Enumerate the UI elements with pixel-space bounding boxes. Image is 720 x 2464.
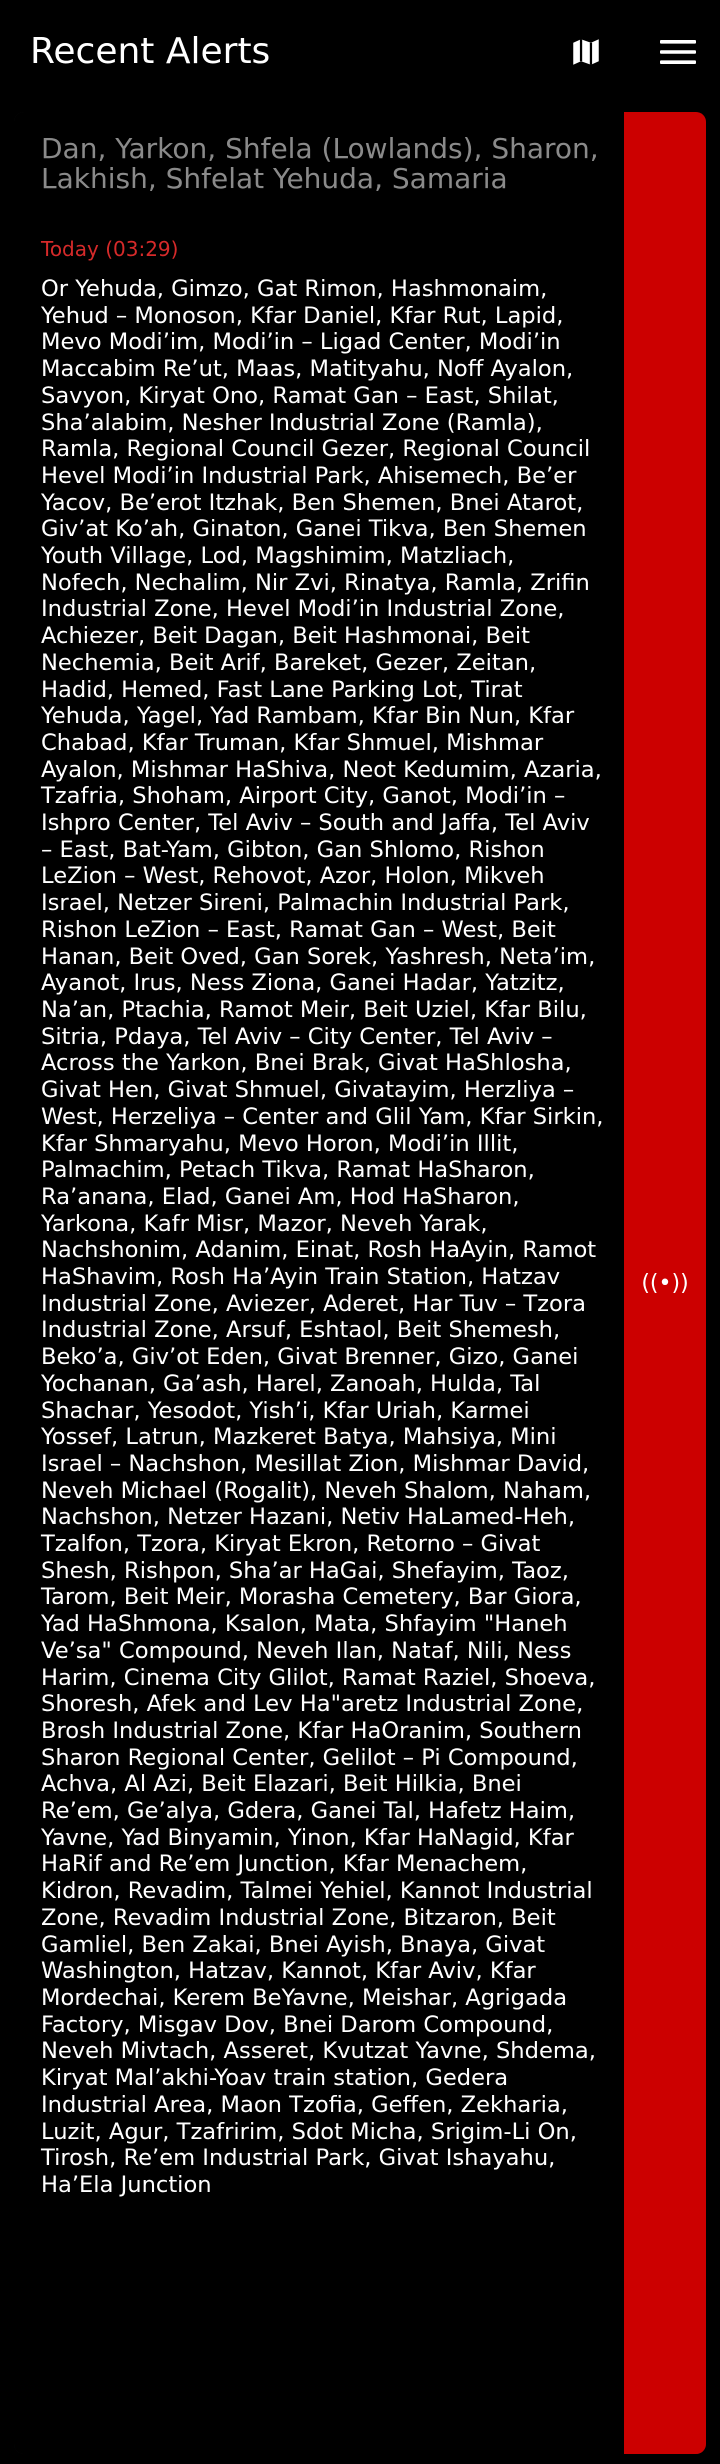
alert-card-body: [14, 112, 624, 2454]
hamburger-menu-icon: [660, 37, 696, 67]
map-button[interactable]: [564, 30, 608, 74]
alert-cities: Or Yehuda, Gimzo, Gat Rimon, Hashmonaim, Yehud – Monoson, Kfar Daniel, Kfar Rut, Lapid, Mevo Modi’im, Modi’in – Ligad Center, Modi’in Maccabim Re’ut, Maas, Matityahu, Noff Ayalon, Savyon, Kiryat Ono, Ramat Gan – East, Shilat, Sha’alabim, Nesher Industrial Zone (Ramla), Ramla, Regional Council Gezer, Regional Council Hevel Modi’in Industrial Park, Ahisemech, Be’er Yacov, Be’erot Itzhak, Ben Shemen, Bnei Atarot, Giv’at Ko’ah, Ginaton, Ganei Tikva, Ben Shemen Youth Village, Lod, Magshimim, Matzliach, Nofech, Nechalim, Nir Zvi, Rinatya, Ramla, Zrifin Industrial Zone, Hevel Modi’in Industrial Zone, Achiezer, Beit Dagan, Beit Hashmonai, Beit Nechemia, Beit Arif, Bareket, Gezer, Zeitan, Hadid, Hemed, Fast Lane Parking Lot, Tirat Yehuda, Yagel, Yad Rambam, Kfar Bin Nun, Kfar Chabad, Kfar Truman, Kfar Shmuel, Mishmar Ayalon, Mishmar HaShiva, Neot Kedumim, Azaria, Tzafria, Shoham, Airport City, Ganot, Modi’in – Ishpro Center, Tel Aviv – South and Jaffa, Tel Aviv – East, Bat-Yam, Gibton, Gan Shlomo, Rishon LeZion – West, Rehovot, Azor, Holon, Mikveh Israel, Netzer Sireni, Palmachin Industrial Park, Rishon LeZion – East, Ramat Gan – West, Beit Hanan, Beit Oved, Gan Sorek, Yashresh, Neta’im, Ayanot, Irus, Ness Ziona, Ganei Hadar, Yatzitz, Na’an, Ptachia, Ramot Meir, Beit Uziel, Kfar Bilu, Sitria, Pdaya, Tel Aviv – City Center, Tel Aviv – Across the Yarkon, Bnei Brak, Givat HaShlosha, Givat Hen, Givat Shmuel, Givatayim, Herzliya – West, Herzeliya – Center and Glil Yam, Kfar Sirkin, Kfar Shmaryahu, Mevo Horon, Modi’in Illit, Palmachim, Petach Tikva, Ramat HaSharon, Ra’anana, Elad, Ganei Am, Hod HaSharon, Yarkona, Kafr Misr, Mazor, Neveh Yarak, Nachshonim, Adanim, Einat, Rosh HaAyin, Ramot HaShavim, Rosh Ha’Ayin Train Station, Hatzav Industrial Zone, Aviezer, Aderet, Har Tuv – Tzora Industrial Zone, Arsuf, Eshtaol, Beit Shemesh, Beko’a, Giv’ot Eden, Givat Brenner, Gizo, Ganei Yochanan, Ga’ash, Harel, Zanoah, Hulda, Tal Shachar, Yesodot, Yish’i, Kfar Uriah, Karmei Yossef, Latrun, Mazkeret Batya, Mahsiya, Mini Israel – Nachshon, Mesillat Zion, Mishmar David, Neveh Michael (Rogalit), Neveh Shalom, Naham, Nachshon, Netzer Hazani, Netiv HaLamed-Heh, Tzalfon, Tzora, Kiryat Ekron, Retorno – Givat Shesh, Rishpon, Sha’ar HaGai, Shefayim, Taoz, Tarom, Beit Meir, Morasha Cemetery, Bar Giora, Yad HaShmona, Ksalon, Mata, Shfayim "Haneh Ve’sa" Compound, Neveh Ilan, Nataf, Nili, Ness Harim, Cinema City Glilot, Ramat Raziel, Shoeva, Shoresh, Afek and Lev Ha"aretz Industrial Zone, Brosh Industrial Zone, Kfar HaOranim, Southern Sharon Regional Center, Gelilot – Pi Compound, Achva, Al Azi, Beit Elazari, Beit Hilkia, Bnei Re’em, Ge’alya, Gdera, Ganei Tal, Hafetz Haim, Yavne, Yad Binyamin, Yinon, Kfar HaNagid, Kfar HaRif and Re’em Junction, Kfar Menachem, Kidron, Revadim, Talmei Yehiel, Kannot Industrial Zone, Revadim Industrial Zone, Bitzaron, Beit Gamliel, Ben Zakai, Bnei Ayish, Bnaya, Givat Washington, Hatzav, Kannot, Kfar Aviv, Kfar Mordechai, Kerem BeYavne, Meishar, Agrigada Factory, Misgav Dov, Bnei Darom Compound, Neveh Mivtach, Asseret, Kvutzat Yavne, Shdema, Kiryat Mal’akhi-Yoav train station, Gedera Industrial Area, Maon Tzofia, Geffen, Zekharia, Luzit, Agur, Tzafririm, Sdot Micha, Srigim-Li On, Tirosh, Re’em Industrial Park, Givat Ishayahu, Ha’Ela Junction: [41, 276, 604, 2198]
alert-broadcast-icon: ((•)): [641, 1270, 689, 1296]
app-header: [0, 0, 720, 104]
alert-severity-strip: [624, 112, 706, 2454]
map-icon: [569, 35, 603, 69]
alert-region: Dan, Yarkon, Shfela (Lowlands), Sharon, Lakhish, Shfelat Yehuda, Samaria: [41, 132, 599, 195]
menu-button[interactable]: [656, 30, 700, 74]
alert-time: Today (03:29): [41, 237, 179, 261]
page-title: Recent Alerts: [30, 31, 271, 72]
alert-card[interactable]: [14, 112, 706, 2454]
